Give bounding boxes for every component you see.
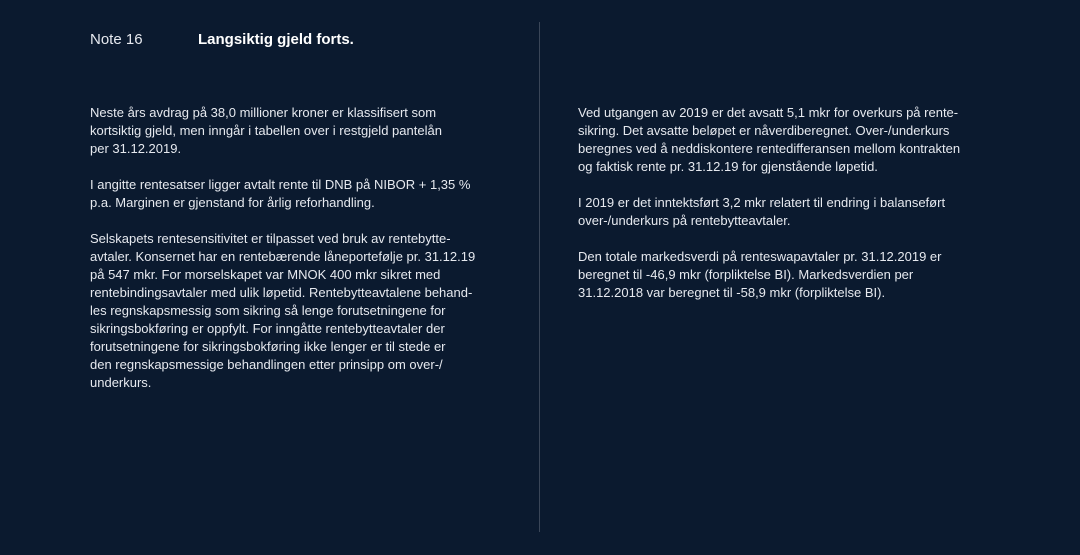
paragraph (578, 248, 998, 302)
paragraph (90, 104, 510, 158)
text-line: avtaler. Konsernet har en rentebærende låneportefølje pr. 31.12.19 (90, 249, 476, 264)
note-number: Note 16 (90, 31, 143, 48)
text-line: beregnet til -46,9 mkr (forpliktelse BI). Markedsverdien per (578, 267, 914, 282)
paragraph (90, 230, 510, 392)
column-divider (539, 22, 540, 532)
text-line: forutsetningene for sikringsbokføring ikke lenger er til stede er (90, 339, 446, 354)
right-column (578, 104, 998, 320)
left-column (90, 104, 510, 410)
text-line: over-/underkurs på rentebytteavtaler. (578, 213, 791, 228)
text-line: I angitte rentesatser ligger avtalt rente til DNB på NIBOR + 1,35 % (90, 177, 471, 192)
paragraph (578, 194, 998, 230)
text-line: den regnskapsmessige behandlingen etter prinsipp om over-/ (90, 357, 443, 372)
text-line: per 31.12.2019. (90, 141, 182, 156)
text-line: rentebindingsavtaler med ulik løpetid. Rentebytteavtalene behand- (90, 285, 473, 300)
text-line: I 2019 er det inntektsført 3,2 mkr relatert til endring i balanseført (578, 195, 946, 210)
text-line: Selskapets rentesensitivitet er tilpasset ved bruk av rentebytte- (90, 231, 451, 246)
text-line: kortsiktig gjeld, men inngår i tabellen over i restgjeld pantelån (90, 123, 442, 138)
paragraph (578, 104, 998, 176)
text-line: på 547 mkr. For morselskapet var MNOK 400 mkr sikret med (90, 267, 441, 282)
text-line: p.a. Marginen er gjenstand for årlig reforhandling. (90, 195, 375, 210)
text-line: sikring. Det avsatte beløpet er nåverdiberegnet. Over-/underkurs (578, 123, 950, 138)
text-line: Neste års avdrag på 38,0 millioner kroner er klassifisert som (90, 105, 437, 120)
text-line: beregnes ved å neddiskontere rentedifferansen mellom kontrakten (578, 141, 961, 156)
text-line: les regnskapsmessig som sikring så lenge forutsetningene for (90, 303, 446, 318)
text-line: Den totale markedsverdi på renteswapavtaler pr. 31.12.2019 er (578, 249, 942, 264)
text-line: og faktisk rente pr. 31.12.19 for gjenstående løpetid. (578, 159, 878, 174)
text-line: Ved utgangen av 2019 er det avsatt 5,1 mkr for overkurs på rente- (578, 105, 959, 120)
note-title: Langsiktig gjeld forts. (198, 31, 354, 48)
text-line: 31.12.2018 var beregnet til -58,9 mkr (forpliktelse BI). (578, 285, 886, 300)
text-line: sikringsbokføring er oppfylt. For inngåtte rentebytteavtaler der (90, 321, 445, 336)
text-line: underkurs. (90, 375, 152, 390)
paragraph (90, 176, 510, 212)
